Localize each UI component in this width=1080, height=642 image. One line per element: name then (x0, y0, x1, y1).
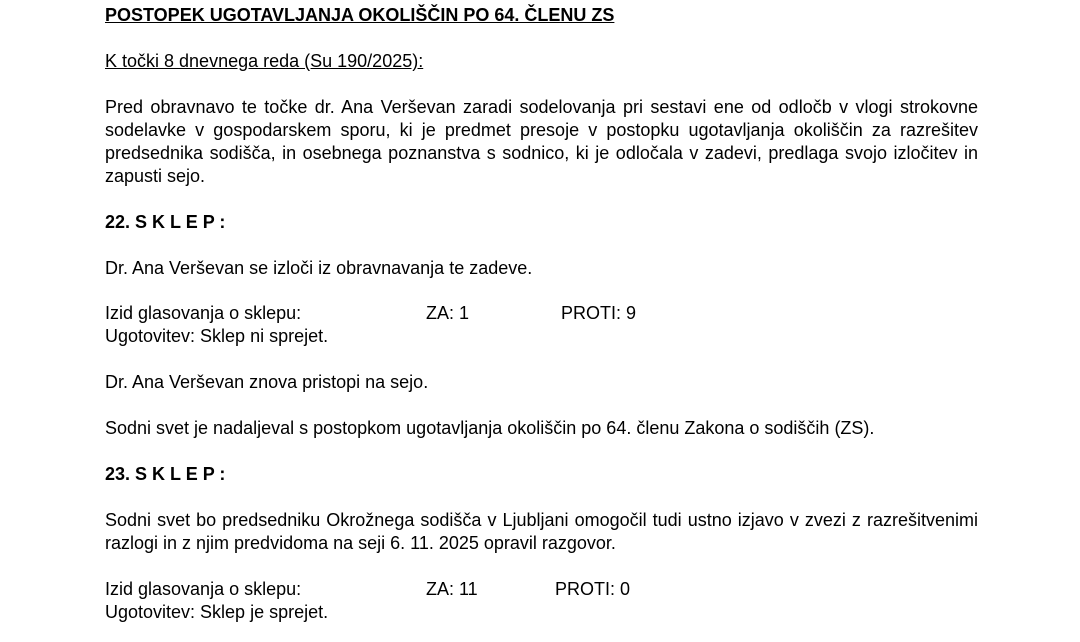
resolution-23-vote (105, 578, 978, 624)
vote-row (105, 578, 978, 601)
vote-label: Izid glasovanja o sklepu: (105, 303, 302, 323)
resolution-23-text: Sodni svet bo predsedniku Okrožnega sodišča v Ljubljani omogočil tudi ustno izjavo v zvezi z razrešitvenimi razlogi in z njim predvidoma na seji 6. 11. 2025 opravil razgovor. (105, 510, 978, 553)
vote-against: PROTI: 0 (555, 579, 631, 599)
return-note: Dr. Ana Verševan znova pristopi na sejo. (105, 372, 429, 392)
vote-for: ZA: 11 (426, 579, 478, 599)
continue-note: Sodni svet je nadaljeval s postopkom ugotavljanja okoliščin po 64. členu Zakona o sodiščih (ZS). (105, 418, 875, 438)
resolution-22-heading: 22. S K L E P : (105, 212, 226, 232)
resolution-23-heading: 23. S K L E P : (105, 464, 226, 484)
vote-against: PROTI: 9 (561, 303, 637, 323)
vote-for: ZA: 1 (426, 303, 470, 323)
vote-label: Izid glasovanja o sklepu: (105, 579, 302, 599)
agenda-item: K točki 8 dnevnega reda (Su 190/2025): (105, 51, 424, 71)
document-title: POSTOPEK UGOTAVLJANJA OKOLIŠČIN PO 64. ČLENU ZS (105, 5, 615, 25)
vote-outcome: Ugotovitev: Sklep je sprejet. (105, 602, 329, 622)
resolution-22-vote (105, 302, 978, 348)
resolution-22-text: Dr. Ana Verševan se izloči iz obravnavanja te zadeve. (105, 258, 533, 278)
agenda-item-wrapper (105, 50, 978, 73)
vote-row (105, 302, 978, 325)
intro-paragraph: Pred obravnavo te točke dr. Ana Verševan zaradi sodelovanja pri sestavi ene od odločb v vlogi strokovne sodelavke v gospodarskem sporu, ki je predmet presoje v postopku ugotavljanja okoliščin za razrešitev predsednika sodišča, in osebnega poznanstva s sodnico, ki je odločala v zadevi, predlaga svojo izločitev in zapusti sejo. (105, 97, 978, 186)
vote-outcome: Ugotovitev: Sklep ni sprejet. (105, 326, 329, 346)
